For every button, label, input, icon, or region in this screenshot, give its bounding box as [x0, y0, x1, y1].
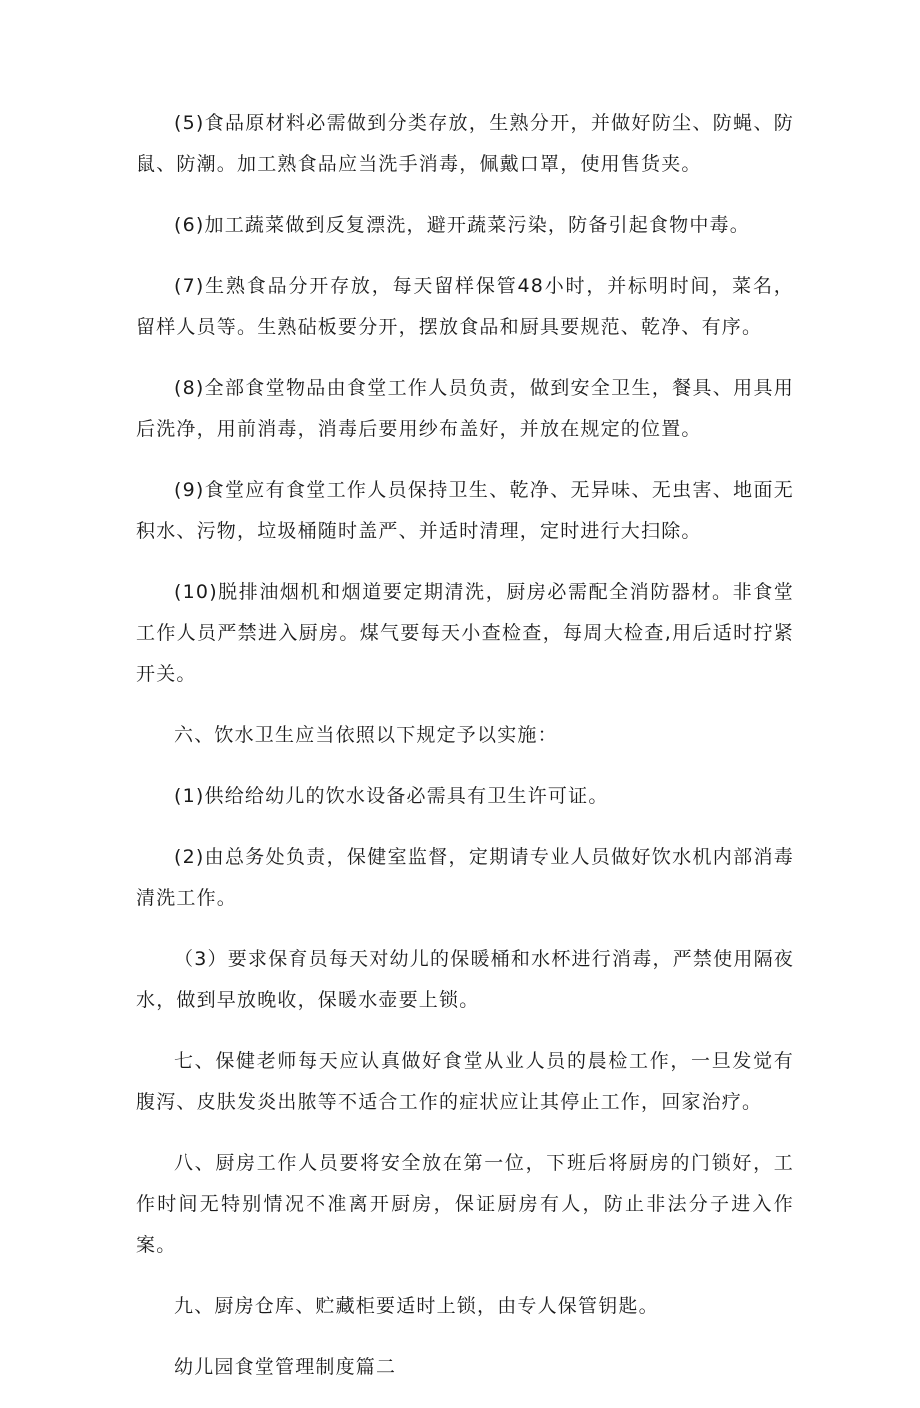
- paragraph-item-10: (10)脱排油烟机和烟道要定期清洗，厨房必需配全消防器材。非食堂工作人员严禁进入厨房。煤气要每天小查检查，每周大检查,用后适时拧紧开关。: [136, 581, 794, 685]
- paragraph-water-1: (1)供给给幼儿的饮水设备必需具有卫生许可证。: [174, 785, 609, 807]
- paragraph-item-8: (8)全部食堂物品由食堂工作人员负责，做到安全卫生，餐具、用具用后洗净，用前消毒，消毒后要用纱布盖好，并放在规定的位置。: [136, 377, 794, 440]
- section-nine: 九、厨房仓库、贮藏柜要适时上锁，由专人保管钥匙。: [174, 1295, 659, 1317]
- paragraph-item-6: (6)加工蔬菜做到反复漂洗，避开蔬菜污染，防备引起食物中毒。: [174, 214, 750, 236]
- section-seven: 七、保健老师每天应认真做好食堂从业人员的晨检工作，一旦发觉有腹泻、皮肤发炎出脓等不适合工作的症状应让其停止工作，回家治疗。: [136, 1050, 794, 1113]
- section-title-part-two: 幼儿园食堂管理制度篇二: [174, 1356, 397, 1378]
- paragraph-item-7: (7)生熟食品分开存放，每天留样保管48小时，并标明时间，菜名，留样人员等。生熟砧板要分开，摆放食品和厨具要规范、乾净、有序。: [136, 275, 794, 338]
- section-heading-six: 六、饮水卫生应当依照以下规定予以实施：: [174, 724, 558, 746]
- paragraph-water-3: （3）要求保育员每天对幼儿的保暖桶和水杯进行消毒，严禁使用隔夜水，做到早放晚收，保暖水壶要上锁。: [136, 948, 794, 1011]
- paragraph-water-2: (2)由总务处负责，保健室监督，定期请专业人员做好饮水机内部消毒清洗工作。: [136, 846, 794, 909]
- document-body: [136, 103, 794, 1408]
- paragraph-item-5: (5)食品原材料必需做到分类存放，生熟分开，并做好防尘、防蝇、防鼠、防潮。加工熟食品应当洗手消毒，佩戴口罩，使用售货夹。: [136, 112, 794, 175]
- section-eight: 八、厨房工作人员要将安全放在第一位，下班后将厨房的门锁好，工作时间无特别情况不准离开厨房，保证厨房有人，防止非法分子进入作案。: [136, 1152, 794, 1256]
- paragraph-item-9: (9)食堂应有食堂工作人员保持卫生、乾净、无异味、无虫害、地面无积水、污物，垃圾桶随时盖严、并适时清理，定时进行大扫除。: [136, 479, 794, 542]
